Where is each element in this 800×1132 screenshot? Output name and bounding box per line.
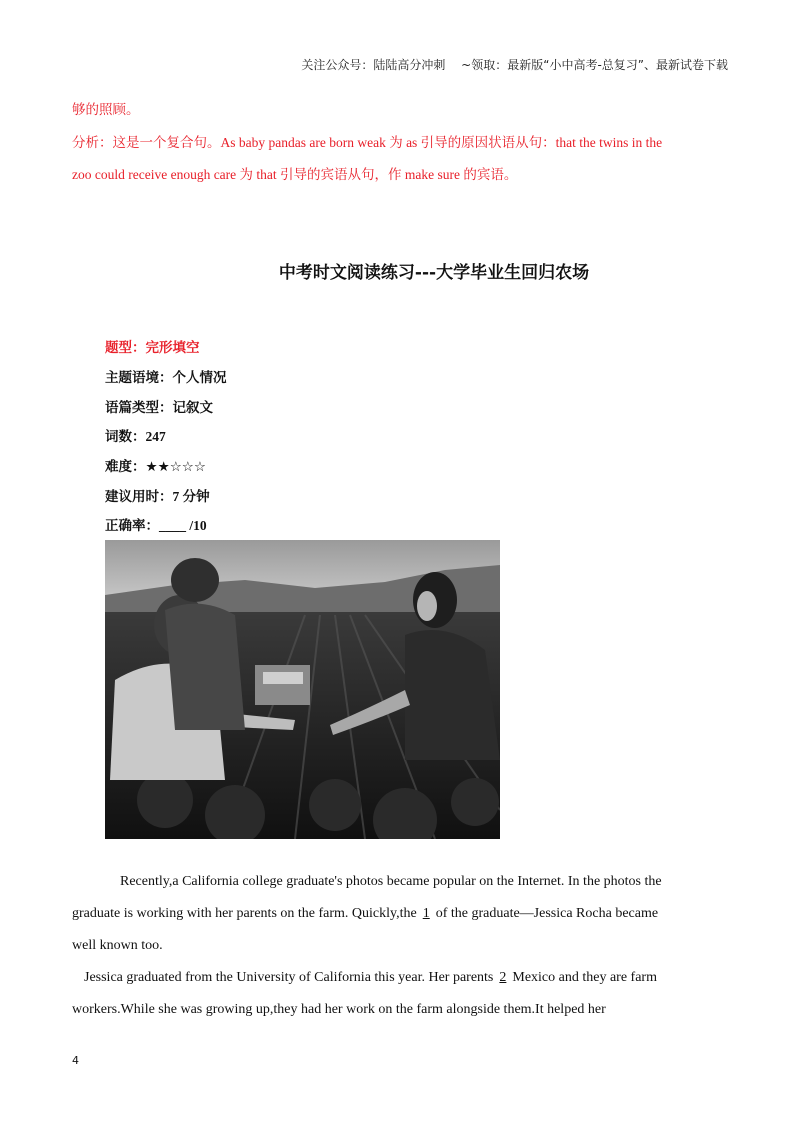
passage-p1-line-2 [72,906,658,922]
analysis-line-2: 分析：这是一个复合句。As baby pandas are born weak 为 as 引导的原因状语从句：that the twins in the [72,135,663,150]
meta-accuracy [105,514,207,534]
meta-words-value: 247 [145,429,166,444]
meta-type: 题型：完形填空 [105,340,200,356]
passage-p1-line-2-start: graduate is working with her parents on the farm. Quickly,the [72,906,417,921]
meta-accuracy-label: 正确率： [105,518,159,534]
page-header [0,56,728,73]
meta-context [105,366,227,386]
analysis-line-1: 够的照顾。 [72,102,140,117]
meta-words-label: 词数： [105,429,146,445]
passage-p1-line-1: Recently,a California college graduate's photos became popular on the Internet. In the photos the [120,874,662,889]
passage-p1-line-2-end: of the graduate—Jessica Rocha became [435,906,659,921]
passage-p2-line-2: workers.While she was growing up,they had her work on the farm alongside them.It helped her [72,1002,606,1017]
meta-time-label: 建议用时： [105,489,173,505]
page-number: 4 [72,1054,79,1067]
passage-p1-line-3: well known too. [72,938,163,953]
farm-photo-illustration [105,540,500,839]
meta-context-label: 主题语境： [105,370,173,386]
analysis-line-3: zoo could receive enough care 为 that 引导的宾语从句，作 make sure 的宾语。 [72,167,518,182]
blank-1: 1 [422,906,430,921]
meta-context-value: 个人情况 [172,370,227,386]
farm-photo [105,540,500,839]
header-left: 关注公众号：陆陆高分冲刺 [301,58,446,72]
meta-accuracy-value: ____ /10 [159,518,207,533]
meta-difficulty [105,455,206,475]
meta-time [105,485,210,505]
meta-words [105,425,166,445]
meta-time-value: 7 分钟 [172,489,210,504]
passage-p2-line-1-start: Jessica graduated from the University of California this year. Her parents [84,970,494,985]
passage-p2-line-1-end: Mexico and they are farm [512,970,657,985]
meta-difficulty-label: 难度： [105,459,146,475]
meta-genre-value: 记叙文 [172,400,213,416]
passage-title: 中考时文阅读练习---大学毕业生回归农场 [278,263,590,283]
meta-genre-label: 语篇类型： [105,400,173,416]
passage-p2-line-1 [84,970,657,986]
meta-genre [105,396,213,416]
header-right: ~领取：最新版“小中高考-总复习”、最新试卷下载 [461,58,728,72]
blank-2: 2 [499,970,507,985]
meta-difficulty-stars: ★★☆☆☆ [145,459,207,475]
